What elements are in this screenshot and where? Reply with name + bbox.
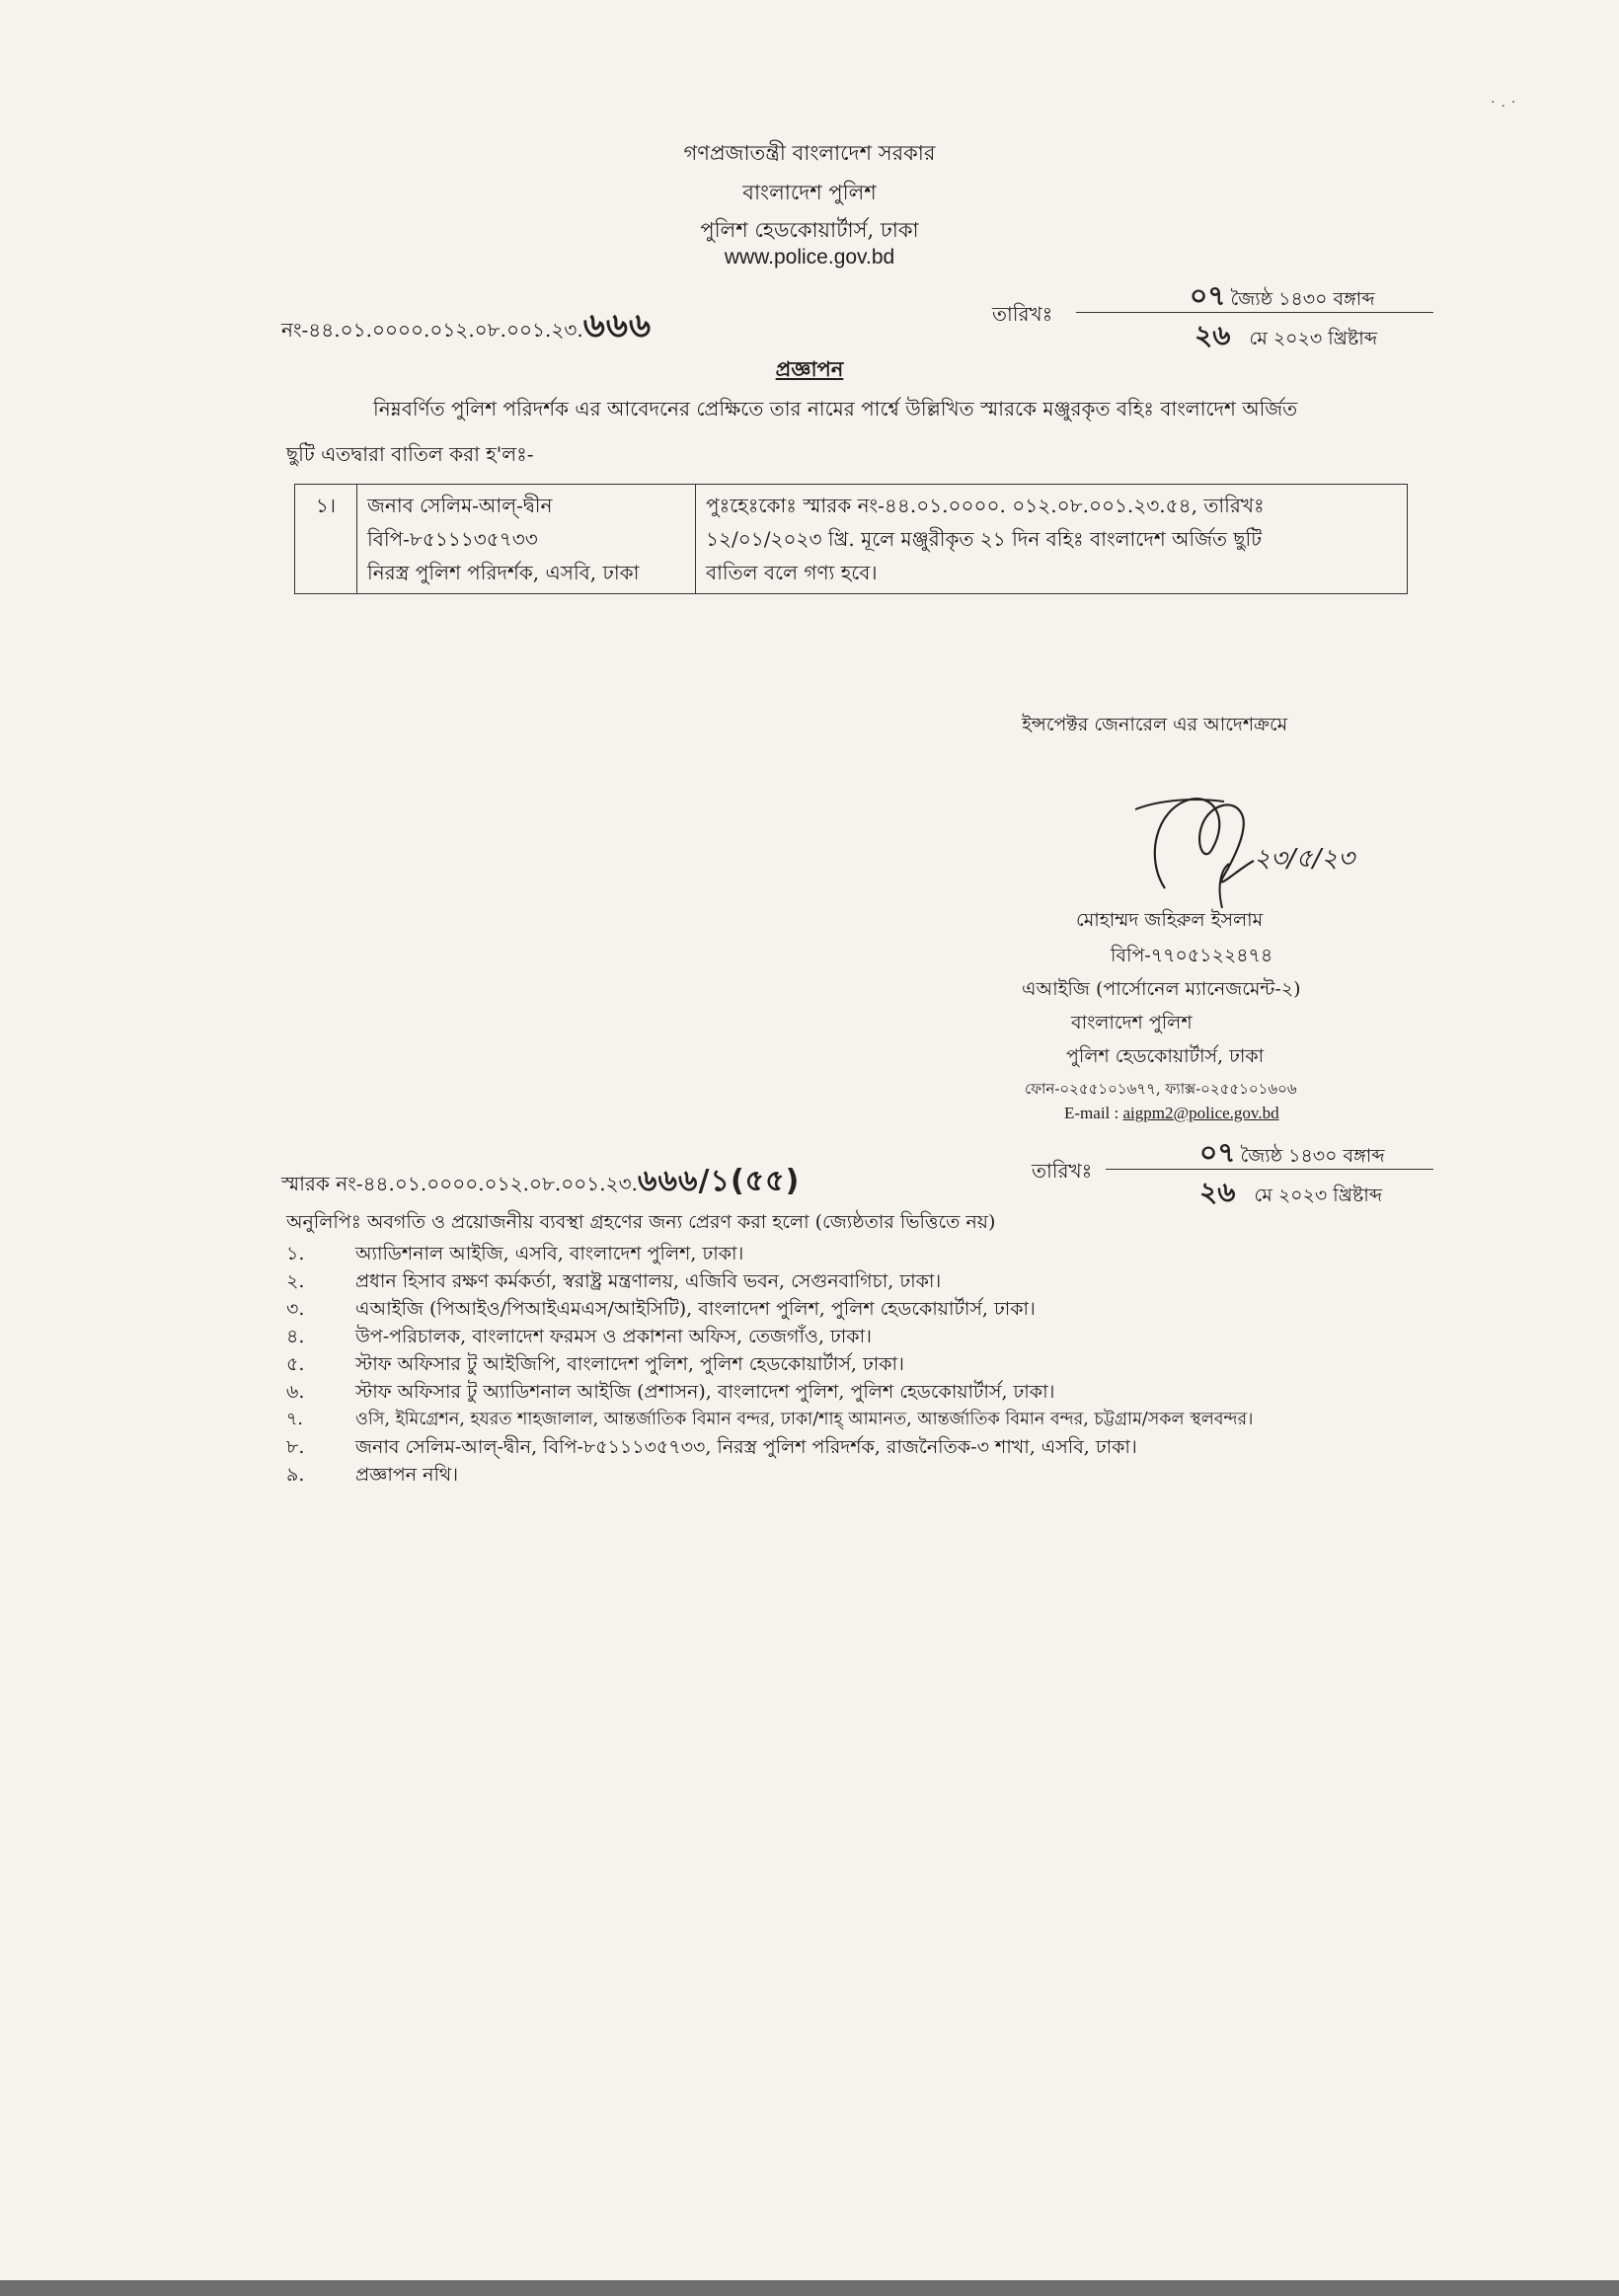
dept-name: বাংলাদেশ পুলিশ bbox=[742, 181, 877, 204]
list-item: ৩. এআইজি (পিআইও/পিআইএমএস/আইসিটি), বাংলাদেশ পুলিশ, পুলিশ হেডকোয়ার্টার্স, ঢাকা। bbox=[286, 1298, 1036, 1320]
officer-name: জনাব সেলিম-আল্-দ্বীন bbox=[367, 494, 553, 517]
table-cell-serial: ১। bbox=[295, 485, 357, 594]
list-item: ৫. স্টাফ অফিসার টু আইজিপি, বাংলাদেশ পুলিশ, পুলিশ হেডকোয়ার্টার্স, ঢাকা। bbox=[286, 1353, 904, 1375]
memo2-number-prefix: স্মারক নং-৪৪.০১.০০০০.০১২.০৮.০০১.২৩. bbox=[281, 1172, 638, 1195]
office-name: পুলিশ হেডকোয়ার্টার্স, ঢাকা bbox=[700, 218, 919, 242]
signer-name: মোহাম্মদ জহিরুল ইসলাম bbox=[1076, 909, 1264, 931]
details-line1: পুঃহেঃকোঃ স্মারক নং-৪৪.০১.০০০০. ০১২.০৮.০০১.২৩.৫৪, তারিখঃ bbox=[706, 494, 1265, 517]
signer-phone: ফোন-০২৫৫১০১৬৭৭, ফ্যাক্স-০২৫৫১০১৬০৬ bbox=[1025, 1080, 1297, 1098]
date2-bangla-day: ০৭ bbox=[1199, 1136, 1236, 1169]
scan-speckle: ·.· bbox=[1491, 95, 1522, 111]
table-cell-name bbox=[357, 485, 696, 594]
officer-rank: নিরস্ত্র পুলিশ পরিদর্শক, এসবি, ঢাকা bbox=[367, 561, 640, 584]
body-text-line2: ছুটি এতদ্বারা বাতিল করা হ'লঃ- bbox=[286, 442, 534, 466]
list-item: ৭. ওসি, ইমিগ্রেশন, হযরত শাহজালাল, আন্তর্জাতিক বিমান বন্দর, ঢাকা/শাহ্ আমানত, আন্তর্জাতিক বিমান বন্দর, চট্টগ্রাম/সকল স্থলবন্দর। bbox=[286, 1410, 1254, 1429]
list-item: ৯. প্রজ্ঞাপন নথি। bbox=[286, 1464, 459, 1486]
details-line2: ১২/০১/২০২৩ খ্রি. মূলে মঞ্জুরীকৃত ২১ দিন বহিঃ বাংলাদেশ অর্জিত ছুটি bbox=[706, 527, 1263, 551]
date-bangla-day: ০৭ bbox=[1190, 279, 1226, 312]
govt-name: গণপ্রজাতন্ত্রী বাংলাদেশ সরকার bbox=[683, 141, 936, 165]
signature-image bbox=[1106, 770, 1422, 918]
date2-english bbox=[1199, 1171, 1382, 1217]
date2-english-rest: মে ২০২৩ খ্রিষ্টাব্দ bbox=[1254, 1185, 1383, 1206]
memo-number-prefix: নং-৪৪.০১.০০০০.০১২.০৮.০০১.২৩. bbox=[281, 318, 583, 342]
signer-email bbox=[1064, 1104, 1279, 1123]
date2-bangla-rest: জ্যৈষ্ঠ ১৪৩০ বঙ্গাব্দ bbox=[1240, 1145, 1385, 1167]
signature-date: ২৩/৫/২৩ bbox=[1254, 844, 1355, 874]
signer-bp: বিপি-৭৭০৫১২২৪৭৪ bbox=[1111, 945, 1273, 966]
memo2-number-handwritten: ৬৬৬/১(৫৫) bbox=[638, 1164, 801, 1198]
copy-intro: অনুলিপিঃ অবগতি ও প্রয়োজনীয় ব্যবস্থা গ্রহণের জন্য প্রেরণ করা হলো (জ্যেষ্ঠতার ভিত্তিতে নয়) bbox=[286, 1211, 996, 1233]
memo2-number bbox=[281, 1157, 800, 1207]
memo-number bbox=[281, 300, 652, 356]
list-item: ২. প্রধান হিসাব রক্ষণ কর্মকর্তা, স্বরাষ্ট্র মন্ত্রণালয়, এজিবি ভবন, সেগুনবাগিচা, ঢাকা। bbox=[286, 1270, 942, 1292]
table-row bbox=[295, 485, 1408, 594]
date-label: তারিখঃ bbox=[992, 302, 1053, 326]
details-line3: বাতিল বলে গণ্য হবে। bbox=[706, 561, 878, 584]
officer-bp: বিপি-৮৫১১১৩৫৭৩৩ bbox=[367, 527, 538, 551]
date-english-day: ২৬ bbox=[1195, 319, 1231, 351]
table-cell-details bbox=[696, 485, 1408, 594]
date-english-rest: মে ২০২৩ খ্রিষ্টাব্দ bbox=[1249, 328, 1378, 349]
body-text-line1: নিম্নবর্ণিত পুলিশ পরিদর্শক এর আবেদনের প্রেক্ষিতে তার নামের পার্শ্বে উল্লিখিত স্মারকে মঞ্জুরকৃত বহিঃ বাংলাদেশ অর্জিত bbox=[373, 397, 1298, 421]
document-title: প্রজ্ঞাপন bbox=[775, 356, 844, 381]
website-link[interactable]: www.police.gov.bd bbox=[724, 246, 895, 268]
memo-number-handwritten: ৬৬৬ bbox=[582, 306, 653, 345]
signer-designation: এআইজি (পার্সোনেল ম্যানেজমেন্ট-২) bbox=[1022, 978, 1301, 1000]
scan-bottom-edge bbox=[0, 2280, 1619, 2296]
signer-office: পুলিশ হেডকোয়ার্টার্স, ঢাকা bbox=[1066, 1045, 1265, 1067]
signer-org: বাংলাদেশ পুলিশ bbox=[1071, 1012, 1193, 1033]
date-bangla-rest: জ্যৈষ্ঠ ১৪৩০ বঙ্গাব্দ bbox=[1230, 288, 1375, 310]
email-link[interactable]: aigpm2@police.gov.bd bbox=[1122, 1104, 1279, 1122]
list-item: ১. অ্যাডিশনাল আইজি, এসবি, বাংলাদেশ পুলিশ, ঢাকা। bbox=[286, 1243, 744, 1264]
leave-cancel-table bbox=[294, 484, 1408, 594]
order-line: ইন্সপেক্টর জেনারেল এর আদেশক্রমে bbox=[1022, 714, 1288, 735]
list-item: ৬. স্টাফ অফিসার টু অ্যাডিশনাল আইজি (প্রশাসন), বাংলাদেশ পুলিশ, পুলিশ হেডকোয়ার্টার্স, ঢাকা। bbox=[286, 1381, 1055, 1403]
date2-label: তারিখঃ bbox=[1032, 1159, 1093, 1183]
date2-english-day: ২৬ bbox=[1199, 1176, 1236, 1208]
list-item: ৪. উপ-পরিচালক, বাংলাদেশ ফরমস ও প্রকাশনা অফিস, তেজগাঁও, ঢাকা। bbox=[286, 1326, 872, 1347]
email-label: E-mail : bbox=[1064, 1104, 1119, 1122]
list-item: ৮. জনাব সেলিম-আল্-দ্বীন, বিপি-৮৫১১১৩৫৭৩৩, নিরস্ত্র পুলিশ পরিদর্শক, রাজনৈতিক-৩ শাখা, এসবি, ঢাকা। bbox=[286, 1436, 1137, 1458]
